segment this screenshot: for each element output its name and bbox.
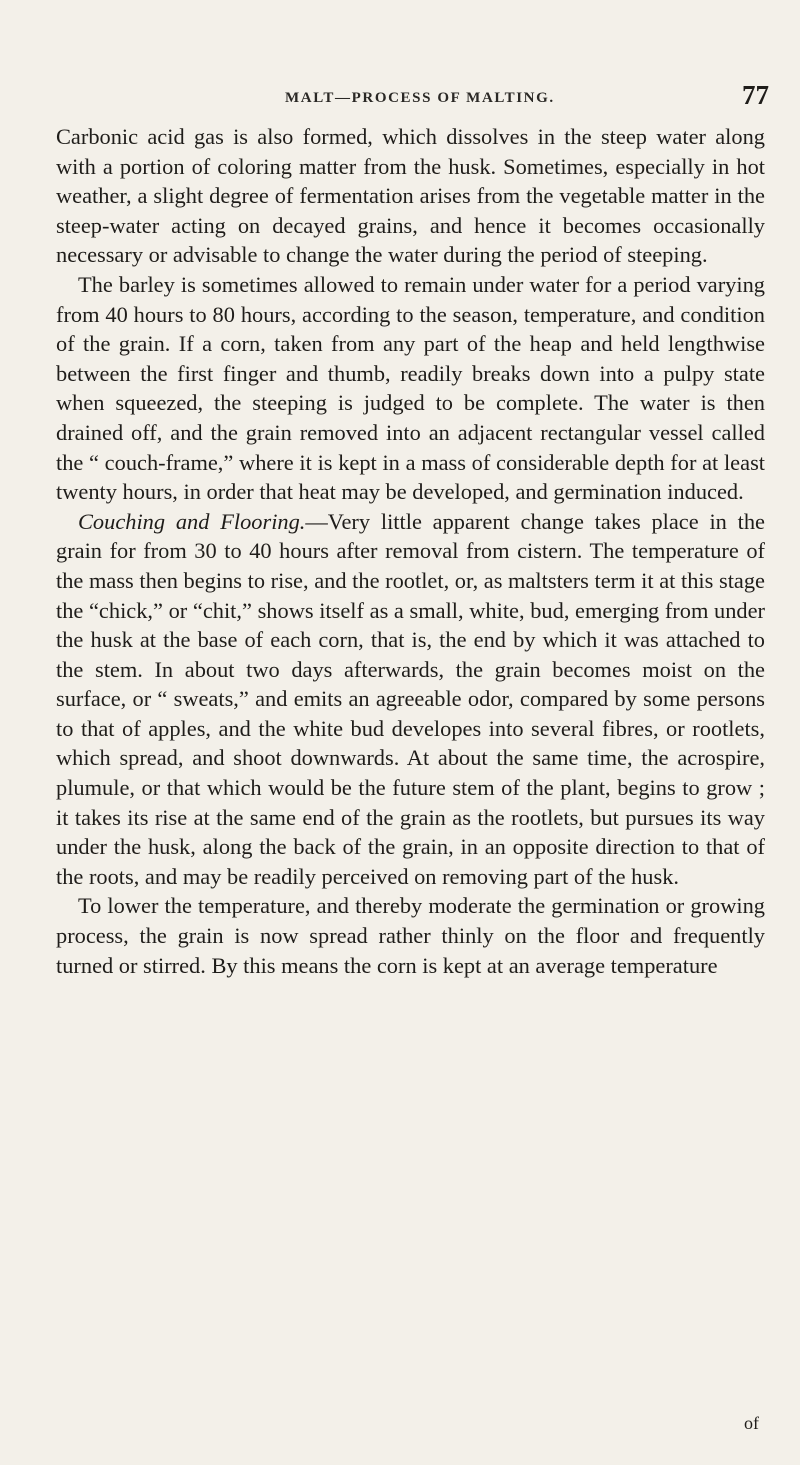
running-head: MALT—PROCESS OF MALTING. xyxy=(285,90,555,106)
catchword: of xyxy=(744,1413,759,1433)
paragraph-3 xyxy=(56,507,765,892)
paragraph-1: Carbonic acid gas is also formed, which dissolves in the steep water along with a portion of coloring matter from the husk. Sometimes, especially in hot weather, a slight degree of fermentation arises from the vegetable matter in the steep-water acting on decayed grains, and hence it becomes occasionally necessary or advisable to change the water during the period of steeping. xyxy=(56,124,765,268)
section-subheading: Couching and Flooring. xyxy=(78,508,306,534)
paragraph-3-text: —Very little apparent change takes place in the grain for from 30 to 40 hours after removal from cistern. The temperature of the mass then begins to rise, and the rootlet, or, as maltsters term it at this stage the “chick,” or “chit,” shows itself as a small, white, bud, emerging from under the husk at the base of each corn, that is, the end by which it was attached to the stem. In about two days afterwards, the grain becomes moist on the surface, or “ sweats,” and emits an agreeable odor, compared by some persons to that of apples, and the white bud developes into several fibres, or rootlets, which spread, and shoot downwards. At about the same time, the acrospire, plumule, or that which would be the future stem of the plant, begins to grow ; it takes its rise at the same end of the grain as the rootlets, but pursues its way under the husk, along the back of the grain, in an opposite direction to that of the roots, and may be readily perceived on removing part of the husk. xyxy=(56,508,765,889)
body-text xyxy=(56,122,765,980)
paragraph-2: The barley is sometimes allowed to remain under water for a period varying from 40 hours to 80 hours, according to the season, temperature, and condition of the grain. If a corn, taken from any part of the heap and held lengthwise between the first finger and thumb, readily breaks down into a pulpy state when squeezed, the steeping is judged to be complete. The water is then drained off, and the grain removed into an adjacent rectangular vessel called the “ couch-frame,” where it is kept in a mass of considerable depth for at least twenty hours, in order that heat may be developed, and germination induced. xyxy=(56,271,765,505)
paragraph-4: To lower the temperature, and thereby moderate the germination or growing process, the grain is now spread rather thinly on the floor and frequently turned or stirred. By this means the corn is kept at an average temperature xyxy=(56,893,765,978)
page-number: 77 xyxy=(742,80,769,110)
